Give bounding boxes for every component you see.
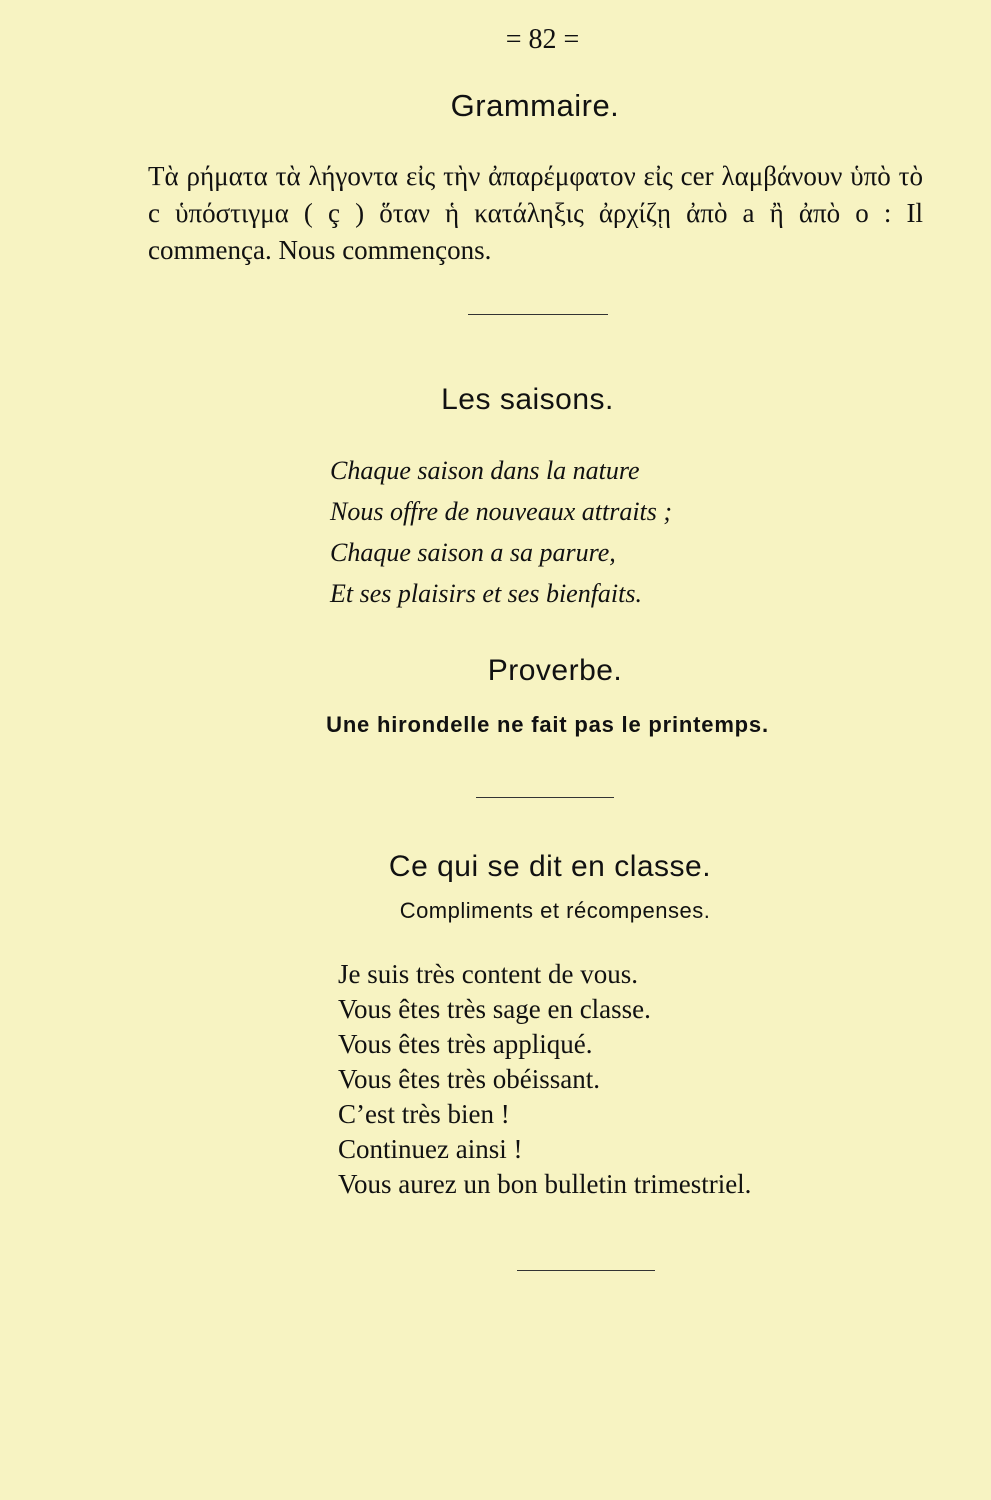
page-number: = 82 = <box>505 24 580 55</box>
classroom-phrases <box>338 957 751 1202</box>
proverb-heading: Proverbe. <box>487 654 623 687</box>
poem-line: Chaque saison dans la nature <box>330 456 640 485</box>
phrase-line: Continuez ainsi ! <box>338 1134 523 1164</box>
poem-line: Et ses plaisirs et ses bienfaits. <box>330 579 642 608</box>
phrase-line: Je suis très content de vous. <box>338 959 638 989</box>
phrase-line: C’est très bien ! <box>338 1099 510 1129</box>
poem-line: Nous offre de nouveaux attraits ; <box>330 497 673 526</box>
phrase-line: Vous êtes très appliqué. <box>338 1029 593 1059</box>
seasons-poem <box>330 450 672 614</box>
classroom-subheading: Compliments et récompenses. <box>399 898 711 923</box>
phrase-line: Vous aurez un bon bulletin trimestriel. <box>338 1169 752 1199</box>
phrase-line: Vous êtes très sage en classe. <box>338 994 651 1024</box>
seasons-heading: Les saisons. <box>441 383 614 416</box>
section-divider <box>468 314 608 315</box>
proverb-text: Une hirondelle ne fait pas le printemps. <box>326 712 769 737</box>
grammar-paragraph: Τὰ ρήματα τὰ λήγοντα εἰς τὴν ἀπαρέμφατον εἰς cer λαμβάνουν ὑπὸ τὸ c ὑπόστιγμα ( ç ) ὅταν ἡ κατάληξις ἀρχίζῃ ἀπὸ a ἢ ἀπὸ o : Il commença. Nous commençons. <box>148 161 923 265</box>
classroom-heading: Ce qui se dit en classe. <box>388 850 712 883</box>
grammar-heading: Grammaire. <box>450 88 620 123</box>
section-divider <box>476 797 614 798</box>
phrase-line: Vous êtes très obéissant. <box>338 1064 600 1094</box>
section-divider <box>517 1270 655 1271</box>
poem-line: Chaque saison a sa parure, <box>330 538 616 567</box>
